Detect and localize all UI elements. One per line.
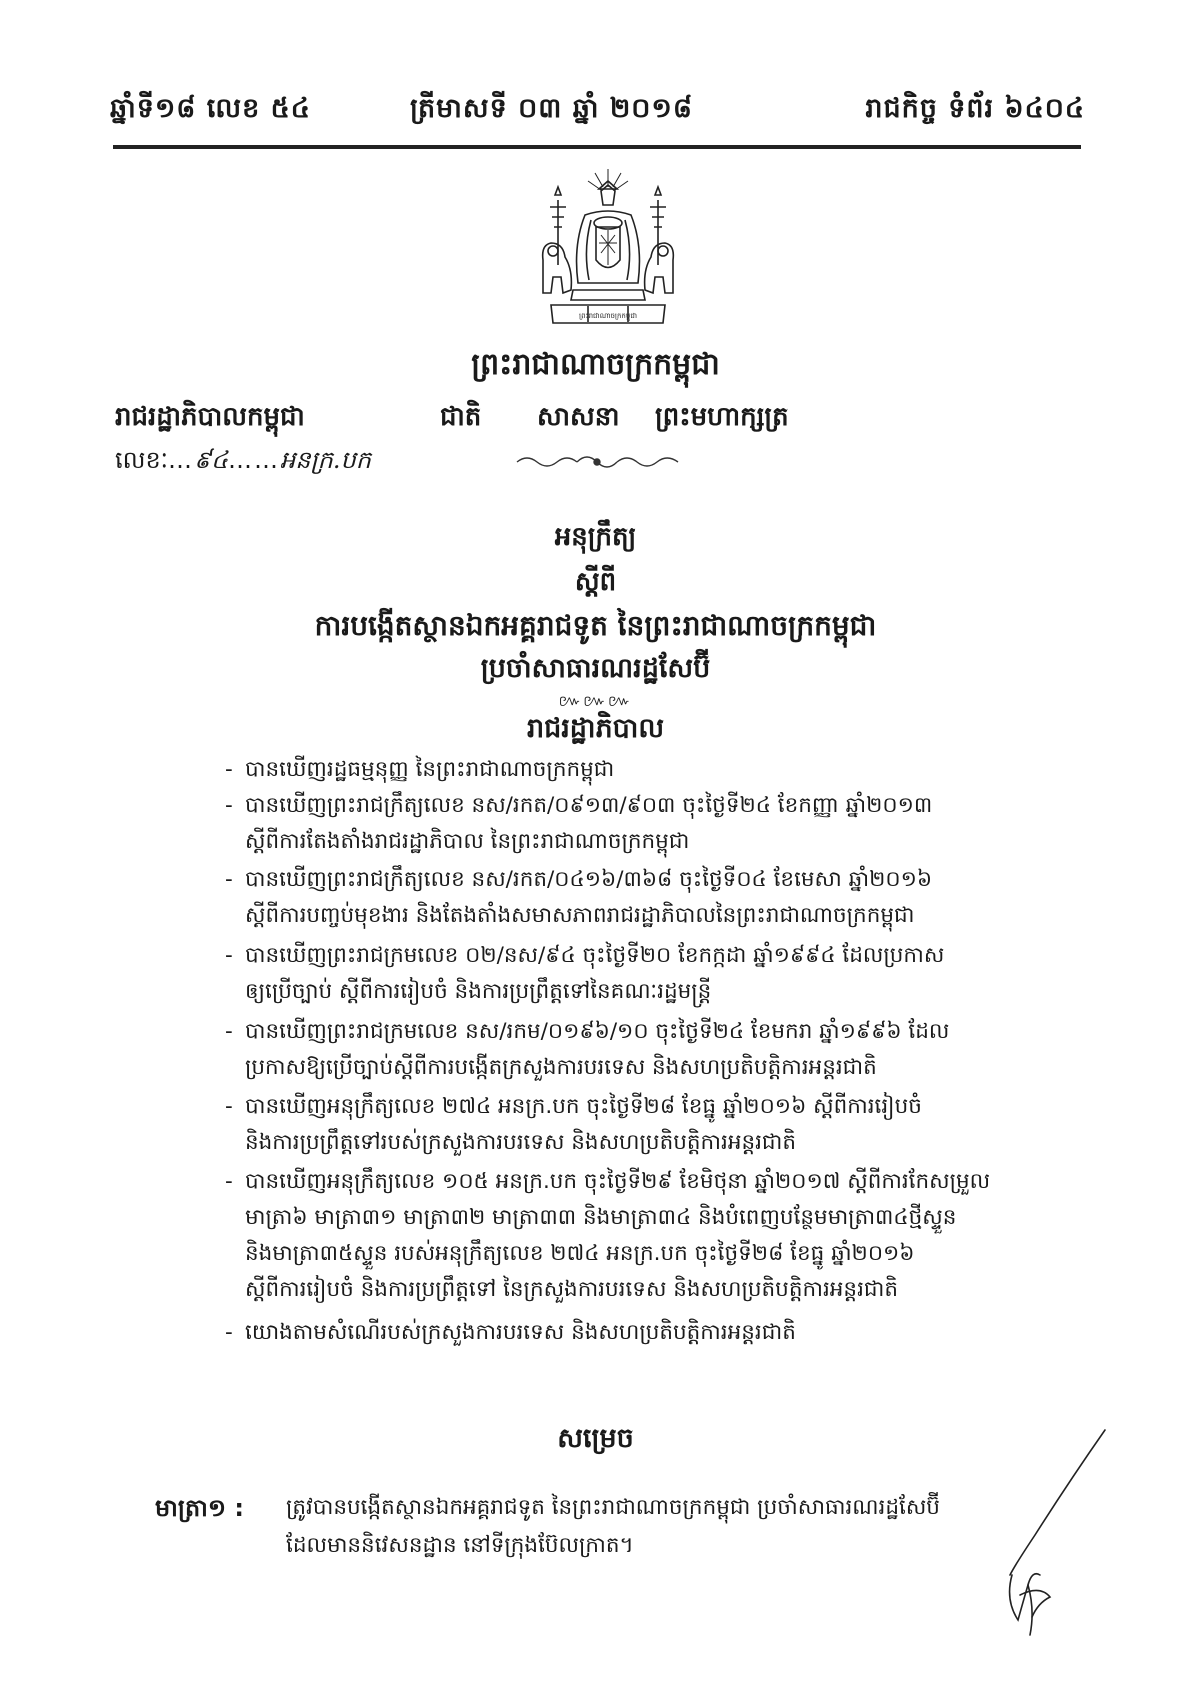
reference-handwritten-number: ៩៤ bbox=[194, 446, 229, 474]
recital-5: - បានឃើញព្រះរាជក្រមលេខ នស/រកម/០១៩៦/១០ ចុះថ្ងៃទី២៤ ខែមករា ឆ្នាំ១៩៩៦ ដែល ប្រកាសឱ្យប្រើច្បាប់ស្តីពីការបង្កើតក្រសួងការបរទេស និងសហប្រតិបត្តិការអន្តរជាតិ bbox=[225, 1019, 950, 1080]
motto-king: ព្រះមហាក្សត្រ bbox=[655, 402, 789, 432]
title-ornament: ៚៚៚ bbox=[558, 691, 633, 710]
signature-initial-icon bbox=[990, 1425, 1120, 1645]
gazette-page: រាជកិច្ច ទំព័រ ៦៤០៤ bbox=[865, 93, 1085, 124]
ornament-divider-icon bbox=[515, 450, 680, 472]
gazette-issue: ឆ្នាំទី១៨ លេខ ៥៤ bbox=[110, 93, 311, 124]
reference-suffix: អនក្រ.បក bbox=[280, 446, 371, 474]
recital-3: - បានឃើញព្រះរាជក្រឹត្យលេខ នស/រកត/០៤១៦/៣៦៨ ចុះថ្ងៃទី០៤ ខែមេសា ឆ្នាំ២០១៦ ស្តីពីការបញ្ចប់មុខងារ និងតែងតាំងសមាសភាពរាជរដ្ឋាភិបាលនៃព្រះរាជាណាចក្រកម្ពុជា bbox=[225, 867, 933, 928]
recital-4: - បានឃើញព្រះរាជក្រមលេខ ០២/នស/៩៤ ចុះថ្ងៃទី២០ ខែកក្កដា ឆ្នាំ១៩៩៤ ដែលប្រកាស ឲ្យប្រើច្បាប់ ស្តីពីការរៀបចំ និងការប្រព្រឹត្តទៅនៃគណៈរដ្ឋមន្ត្រី bbox=[225, 943, 945, 1004]
title-subject-line2: ប្រចាំសាធារណរដ្ឋសែប៊ី bbox=[480, 653, 711, 684]
royal-coat-of-arms-icon bbox=[533, 165, 683, 335]
issuer: រាជរដ្ឋាភិបាល bbox=[526, 713, 665, 744]
gazette-date: ត្រីមាសទី ០៣ ឆ្នាំ ២០១៨ bbox=[410, 93, 693, 124]
reference-number: លេខៈ…៩៤……អនក្រ.បក bbox=[115, 446, 371, 474]
article-1-label: មាត្រា១ : bbox=[155, 1494, 244, 1522]
title-subject-line1: ការបង្កើតស្ថានឯកអគ្គរាជទូត នៃព្រះរាជាណាចក្រកម្ពុជា bbox=[314, 609, 877, 642]
motto-religion: សាសនា bbox=[537, 402, 620, 432]
recital-7: - បានឃើញអនុក្រឹត្យលេខ ១០៥ អនក្រ.បក ចុះថ្ងៃទី២៩ ខែមិថុនា ឆ្នាំ២០១៧ ស្តីពីការកែសម្រួល មាត្រា៦ មាត្រា៣១ មាត្រា៣២ មាត្រា៣៣ និងមាត្រា៣៤ និងបំពេញបន្ថែមមាត្រា៣៤ថ្មីស្ទួន និងមាត្រា៣៥ស្ទួន របស់អនុក្រឹត្យលេខ ២៧៤ អនក្រ.បក ចុះថ្ងៃទី២៨ ខែធ្នូ ឆ្នាំ២០១៦ ស្តីពីការរៀបចំ និងការប្រព្រឹត្តទៅ នៃក្រសួងការបរទេស និងសហប្រតិបត្តិការអន្តរជាតិ bbox=[225, 1169, 991, 1302]
title-about: ស្តីពី bbox=[574, 567, 617, 597]
reference-label: លេខៈ bbox=[115, 446, 169, 474]
document-type: អនុក្រឹត្យ bbox=[554, 522, 637, 552]
motto-nation: ជាតិ bbox=[440, 402, 482, 432]
article-1-text: ត្រូវបានបង្កើតស្ថានឯកអគ្គរាជទូត នៃព្រះរាជាណាចក្រកម្ពុជា ប្រចាំសាធារណរដ្ឋសែប៊ី ដែលមាននិវេសនដ្ឋាន នៅទីក្រុងប៊ែលក្រាត។ bbox=[286, 1495, 940, 1558]
recital-2: - បានឃើញព្រះរាជក្រឹត្យលេខ នស/រកត/០៩១៣/៩០៣ ចុះថ្ងៃទី២៤ ខែកញ្ញា ឆ្នាំ២០១៣ ស្តីពីការតែងតាំងរាជរដ្ឋាភិបាល នៃព្រះរាជាណាចក្រកម្ពុជា bbox=[225, 793, 933, 854]
kingdom-title: ព្រះរាជាណាចក្រកម្ពុជា bbox=[471, 347, 720, 382]
decision-heading: សម្រេច bbox=[557, 1423, 634, 1454]
header-rule bbox=[113, 145, 1081, 149]
emblem-banner-text: ព្រះរាជាណាចក្រកម្ពុជា bbox=[578, 312, 638, 320]
recital-8: - យោងតាមសំណើរបស់ក្រសួងការបរទេស និងសហប្រតិបត្តិការអន្តរជាតិ bbox=[225, 1320, 796, 1345]
recital-1: - បានឃើញរដ្ឋធម្មនុញ្ញ នៃព្រះរាជាណាចក្រកម្ពុជា bbox=[225, 757, 615, 782]
recital-6: - បានឃើញអនុក្រឹត្យលេខ ២៧៤ អនក្រ.បក ចុះថ្ងៃទី២៨ ខែធ្នូ ឆ្នាំ២០១៦ ស្តីពីការរៀបចំ និងការប្រព្រឹត្តទៅរបស់ក្រសួងការបរទេស និងសហប្រតិបត្តិការអន្តរជាតិ bbox=[225, 1094, 922, 1155]
government-name: រាជរដ្ឋាភិបាលកម្ពុជា bbox=[115, 402, 305, 432]
